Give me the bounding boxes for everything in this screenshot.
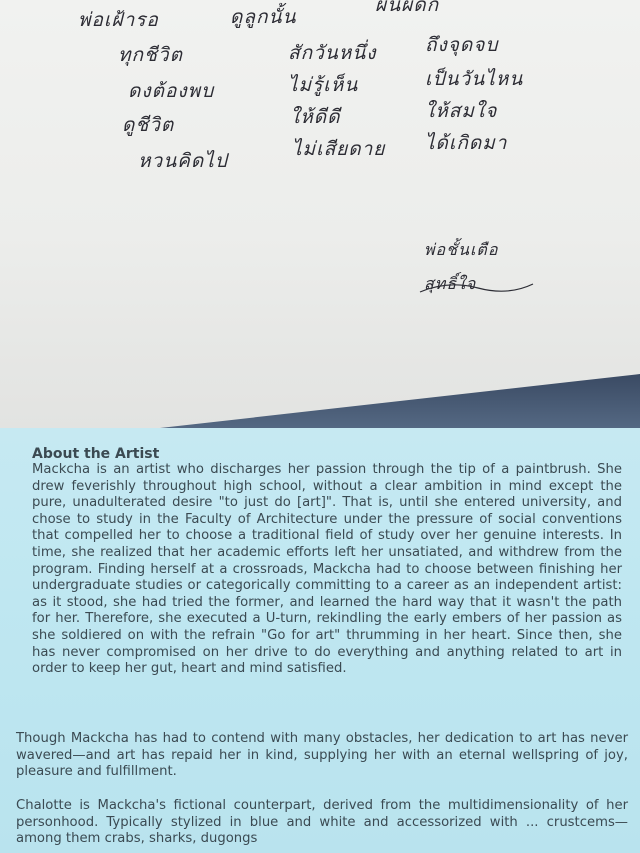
poem-col2-line3: ให้ดีดี xyxy=(290,106,341,128)
signature-name: พ่อชั้นเตือ xyxy=(424,240,499,259)
poem-line-top-left: พ่อเฝ้ารอ xyxy=(78,9,159,31)
signature: สุทธิ์ใจ xyxy=(424,274,477,293)
poem-line-top-right: ผนผดก xyxy=(375,0,440,16)
poem-col1-line4: หวนคิดไป xyxy=(138,150,228,172)
artist-bio-paragraph-1: Mackcha is an artist who discharges her passion through the tip of a paintbrush. She drew feverishly throughout high school, without a clear ambition in mind except the pure, unadulterated desire "to just do [art]". That is, until she entered university, and chose to study in the Faculty of Architecture under the pressure of social conventions that compelled her to choose a traditional field of study over her genuine interests. In time, she realized that her academic efforts left her unsatiated, and withdrew from the program. Finding herself at a crossroads, Mackcha had to choose between finishing her undergraduate studies or categorically committing to a career as an independent artist: as it stood, she had tried the former, and learned the hard way that it wasn't the path for her. Therefore, she executed a U-turn, rekindling the early embers of her passion as she soldiered on with the refrain "Go for art" thrumming in her heart. Since then, she has never compromised on her drive to do everything and anything related to art in order to keep her gut, heart and mind satisfied. xyxy=(32,462,622,677)
poem-col2-line1: สักวันหนึ่ง xyxy=(288,42,377,64)
poem-col2-line2: ไม่รู้เห็น xyxy=(288,74,359,96)
poem-col3-line2: เป็นวันไหน xyxy=(425,68,524,90)
poem-col3-line1: ถึงจุดจบ xyxy=(425,34,499,56)
signature-flourish-icon xyxy=(418,270,538,300)
artist-bio-paragraph-3: Chalotte is Mackcha's fictional counterpart, derived from the multidimensionality of her personhood. Typically stylized in blue and white and accessorized with ... crustcems—among them crabs, sharks, dugongs xyxy=(16,798,628,847)
poem-col3-line3: ให้สมใจ xyxy=(425,100,498,122)
poem-col2-line4: ไม่เสียดาย xyxy=(292,138,386,160)
poem-col1-line1: ทุกชีวิต xyxy=(118,44,183,66)
poem-line-top-mid: ดูลูกนั้น xyxy=(230,6,297,28)
poem-col1-line3: ดูชีวิต xyxy=(122,114,175,136)
artist-bio-paragraph-2: Though Mackcha has had to contend with many obstacles, her dedication to art has never wavered—and art has repaid her in kind, supplying her with an eternal wellspring of joy, pleasure and fulfillment. xyxy=(16,731,628,780)
poem-col1-line2: ดงต้องพบ xyxy=(128,80,215,102)
artist-info-panel xyxy=(0,428,640,853)
panel-heading: About the Artist xyxy=(32,446,160,462)
poem-col3-line4: ได้เกิดมา xyxy=(425,132,508,154)
